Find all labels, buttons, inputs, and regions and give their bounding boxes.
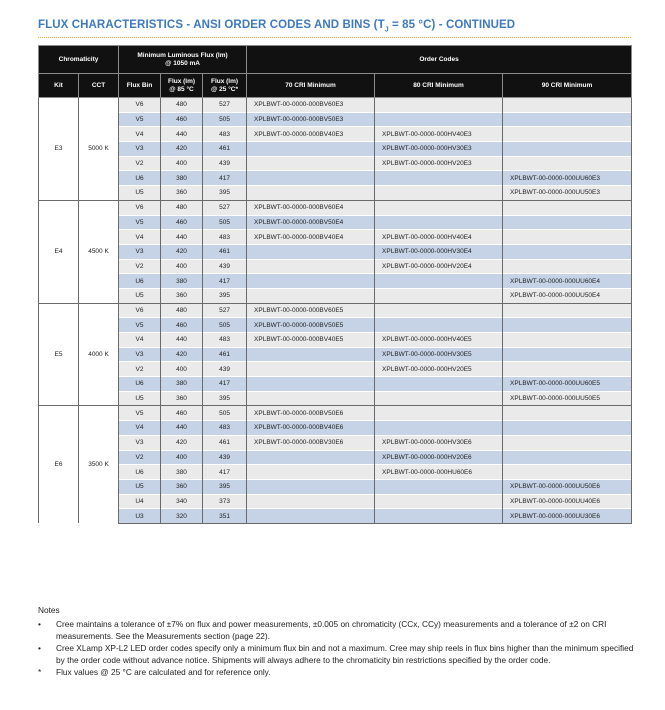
- flux-85-cell: 400: [161, 362, 203, 377]
- kit-group-e6: [39, 406, 632, 524]
- order-code-80cri: XPLBWT-00-0000-000HV30E5: [375, 347, 503, 362]
- flux-bin-cell: U6: [119, 377, 161, 392]
- flux-85-cell: 420: [161, 142, 203, 157]
- flux-bin-cell: V2: [119, 259, 161, 274]
- table-row: [39, 230, 632, 245]
- flux-25-cell: 417: [203, 171, 247, 186]
- flux-85-cell: 400: [161, 450, 203, 465]
- flux-25-cell: 527: [203, 98, 247, 113]
- order-code-90cri: [503, 435, 632, 450]
- cri70-header: 70 CRI Minimum: [247, 74, 375, 98]
- flux-85-cell: 340: [161, 494, 203, 509]
- page-title: FLUX CHARACTERISTICS - ANSI ORDER CODES AND BINS ($T_J = 85$ °C) - CONTINUED: [38, 19, 516, 34]
- flux-25-cell: 461: [203, 435, 247, 450]
- flux-85-cell: 460: [161, 406, 203, 421]
- cri90-header: 90 CRI Minimum: [503, 74, 632, 98]
- flux-bin-cell: U6: [119, 274, 161, 289]
- cri80-header: 80 CRI Minimum: [375, 74, 503, 98]
- table-row: [39, 112, 632, 127]
- flux-25-cell: 505: [203, 215, 247, 230]
- kit-group-e4: [39, 200, 632, 303]
- flux-85-cell: 380: [161, 171, 203, 186]
- note-marker: •: [38, 643, 41, 653]
- flux-85-cell: 480: [161, 303, 203, 318]
- table-row: [39, 200, 632, 215]
- order-code-90cri: [503, 333, 632, 348]
- flux-bin-cell: V3: [119, 435, 161, 450]
- cct-cell: 5000 K: [79, 98, 119, 201]
- flux-bin-cell: V4: [119, 230, 161, 245]
- table-row: [39, 406, 632, 421]
- note-text: Cree maintains a tolerance of ±7% on flux and power measurements, ±0.005 on chromaticity (CCx, CCy) measurements and a tolerance of ±2 on CRI measurements. See the Measurements section (page 22).: [56, 619, 607, 641]
- flux-25-cell: 417: [203, 377, 247, 392]
- order-code-80cri: [375, 421, 503, 436]
- order-code-70cri: XPLBWT-00-0000-000BV50E3: [247, 112, 375, 127]
- order-code-70cri: [247, 259, 375, 274]
- flux-25-cell: 395: [203, 186, 247, 201]
- order-code-80cri: [375, 303, 503, 318]
- cct-cell: 4000 K: [79, 303, 119, 406]
- order-code-70cri: XPLBWT-00-0000-000BV30E6: [247, 435, 375, 450]
- order-code-90cri: [503, 112, 632, 127]
- table-row: [39, 274, 632, 289]
- table-row: [39, 421, 632, 436]
- flux-85-cell: 420: [161, 347, 203, 362]
- flux-bin-cell: V5: [119, 406, 161, 421]
- order-code-70cri: [247, 244, 375, 259]
- flux-25-cell: 439: [203, 156, 247, 171]
- table-row: [39, 186, 632, 201]
- order-code-70cri: XPLBWT-00-0000-000BV60E4: [247, 200, 375, 215]
- table-row: [39, 215, 632, 230]
- order-code-80cri: [375, 377, 503, 392]
- flux-85-cell: 420: [161, 435, 203, 450]
- flux-25-cell: 395: [203, 288, 247, 303]
- flux-bin-cell: V2: [119, 156, 161, 171]
- order-code-70cri: XPLBWT-00-0000-000BV50E4: [247, 215, 375, 230]
- flux-25-cell: 483: [203, 333, 247, 348]
- flux-bin-cell: V5: [119, 112, 161, 127]
- order-code-70cri: [247, 377, 375, 392]
- flux-bin-cell: U5: [119, 391, 161, 406]
- order-code-80cri: XPLBWT-00-0000-000HV20E5: [375, 362, 503, 377]
- flux-bin-cell: V6: [119, 200, 161, 215]
- table-row: [39, 450, 632, 465]
- flux-bin-header: Flux Bin: [119, 74, 161, 98]
- order-code-80cri: XPLBWT-00-0000-000HV30E6: [375, 435, 503, 450]
- cct-header: CCT: [79, 74, 119, 98]
- kit-group-e5: [39, 303, 632, 406]
- flux-25-cell: 395: [203, 479, 247, 494]
- note-text: Flux values @ 25 °C are calculated and for reference only.: [56, 667, 271, 677]
- order-code-80cri: XPLBWT-00-0000-000HU60E6: [375, 465, 503, 480]
- flux-25-cell: 505: [203, 318, 247, 333]
- order-code-90cri: XPLBWT-00-0000-000UU50E3: [503, 186, 632, 201]
- order-code-90cri: [503, 406, 632, 421]
- flux-85-cell: 380: [161, 377, 203, 392]
- flux-bin-cell: V6: [119, 98, 161, 113]
- note-item: [38, 642, 636, 666]
- table-row: [39, 377, 632, 392]
- order-code-90cri: [503, 303, 632, 318]
- order-code-70cri: [247, 186, 375, 201]
- order-code-70cri: [247, 494, 375, 509]
- flux-bin-cell: V4: [119, 333, 161, 348]
- kit-header: Kit: [39, 74, 79, 98]
- flux-85-cell: 440: [161, 421, 203, 436]
- table-row: [39, 435, 632, 450]
- kit-cell: E5: [39, 303, 79, 406]
- flux-85-cell: 360: [161, 288, 203, 303]
- flux-85-cell: 360: [161, 391, 203, 406]
- table-row: [39, 479, 632, 494]
- table-row: [39, 156, 632, 171]
- note-marker: *: [38, 667, 42, 677]
- order-code-90cri: [503, 98, 632, 113]
- flux-25-cell: 439: [203, 450, 247, 465]
- flux-85-cell: 480: [161, 98, 203, 113]
- chromaticity-header: Chromaticity: [39, 46, 119, 74]
- table-row: [39, 259, 632, 274]
- order-code-70cri: XPLBWT-00-0000-000BV40E3: [247, 127, 375, 142]
- table-row: [39, 98, 632, 113]
- note-marker: •: [38, 619, 41, 629]
- flux-25-cell: 395: [203, 391, 247, 406]
- min-flux-header: Minimum Luminous Flux (lm) @ 1050 mA: [119, 46, 247, 74]
- flux-85-cell: 320: [161, 509, 203, 524]
- order-code-80cri: XPLBWT-00-0000-000HV20E3: [375, 156, 503, 171]
- order-code-80cri: XPLBWT-00-0000-000HV30E3: [375, 142, 503, 157]
- order-code-90cri: [503, 142, 632, 157]
- table-row: [39, 303, 632, 318]
- kit-cell: E6: [39, 406, 79, 524]
- flux-bin-cell: V2: [119, 450, 161, 465]
- flux-25-cell: 373: [203, 494, 247, 509]
- flux-bin-cell: U6: [119, 171, 161, 186]
- flux-85-cell: 460: [161, 215, 203, 230]
- flux-25-cell: 505: [203, 406, 247, 421]
- order-code-90cri: XPLBWT-00-0000-000UU40E6: [503, 494, 632, 509]
- flux-25-cell: 483: [203, 230, 247, 245]
- order-code-90cri: [503, 259, 632, 274]
- table-row: [39, 171, 632, 186]
- order-code-90cri: [503, 127, 632, 142]
- order-code-90cri: XPLBWT-00-0000-000UU60E5: [503, 377, 632, 392]
- order-code-70cri: [247, 465, 375, 480]
- flux-25-cell: 483: [203, 127, 247, 142]
- table-row: [39, 494, 632, 509]
- kit-group-e3: [39, 98, 632, 201]
- flux-85-cell: 380: [161, 465, 203, 480]
- order-code-80cri: [375, 186, 503, 201]
- notes-title: Notes: [38, 605, 60, 615]
- kit-cell: E3: [39, 98, 79, 201]
- order-code-80cri: [375, 112, 503, 127]
- order-code-80cri: [375, 391, 503, 406]
- cct-cell: 3500 K: [79, 406, 119, 524]
- order-code-80cri: [375, 509, 503, 524]
- table-row: [39, 142, 632, 157]
- note-text: Cree XLamp XP-L2 LED order codes specify only a minimum flux bin and not a maximum. Cree may ship reels in flux bins higher than the minimum specified by the order code without advance notice. Shipments will always adhere to the chromaticity bin restrictions specified by the order code.: [56, 643, 634, 665]
- order-code-80cri: XPLBWT-00-0000-000HV40E5: [375, 333, 503, 348]
- flux-85-cell: 420: [161, 244, 203, 259]
- order-code-90cri: [503, 156, 632, 171]
- flux-25-cell: 461: [203, 244, 247, 259]
- order-code-80cri: [375, 98, 503, 113]
- flux-85-cell: 460: [161, 318, 203, 333]
- flux-25-cell: 461: [203, 142, 247, 157]
- order-code-90cri: [503, 230, 632, 245]
- order-code-90cri: [503, 200, 632, 215]
- flux-bin-cell: V4: [119, 127, 161, 142]
- kit-cell: E4: [39, 200, 79, 303]
- flux-bin-cell: U3: [119, 509, 161, 524]
- order-code-80cri: [375, 318, 503, 333]
- flux-25-cell: 527: [203, 303, 247, 318]
- flux-85-cell: 440: [161, 333, 203, 348]
- table-row: [39, 288, 632, 303]
- flux-bin-cell: U4: [119, 494, 161, 509]
- notes-list: [38, 618, 636, 678]
- order-code-70cri: [247, 362, 375, 377]
- order-code-80cri: [375, 479, 503, 494]
- table-row: [39, 347, 632, 362]
- flux-25-cell: 417: [203, 274, 247, 289]
- flux-table: [38, 45, 632, 524]
- order-code-90cri: [503, 347, 632, 362]
- flux-85-cell: 440: [161, 127, 203, 142]
- flux-bin-cell: U6: [119, 465, 161, 480]
- flux-bin-cell: V2: [119, 362, 161, 377]
- order-code-80cri: XPLBWT-00-0000-000HV30E4: [375, 244, 503, 259]
- order-code-80cri: [375, 274, 503, 289]
- order-code-70cri: XPLBWT-00-0000-000BV60E5: [247, 303, 375, 318]
- flux-85-cell: 460: [161, 112, 203, 127]
- flux-bin-cell: V6: [119, 303, 161, 318]
- flux-85-cell: 360: [161, 186, 203, 201]
- flux-85-cell: 400: [161, 156, 203, 171]
- order-code-90cri: [503, 465, 632, 480]
- order-code-80cri: [375, 494, 503, 509]
- cct-cell: 4500 K: [79, 200, 119, 303]
- flux-25-cell: 483: [203, 421, 247, 436]
- order-code-80cri: [375, 215, 503, 230]
- flux-bin-cell: V3: [119, 244, 161, 259]
- order-code-90cri: XPLBWT-00-0000-000UU30E6: [503, 509, 632, 524]
- order-code-70cri: [247, 479, 375, 494]
- order-code-80cri: [375, 200, 503, 215]
- order-code-80cri: XPLBWT-00-0000-000HV40E4: [375, 230, 503, 245]
- table-row: [39, 362, 632, 377]
- flux-25-cell: 439: [203, 362, 247, 377]
- order-code-80cri: XPLBWT-00-0000-000HV40E3: [375, 127, 503, 142]
- flux-bin-cell: U5: [119, 186, 161, 201]
- flux-bin-cell: V3: [119, 347, 161, 362]
- flux-bin-cell: V4: [119, 421, 161, 436]
- order-code-70cri: XPLBWT-00-0000-000BV60E3: [247, 98, 375, 113]
- order-code-90cri: [503, 450, 632, 465]
- order-code-70cri: [247, 347, 375, 362]
- order-code-70cri: [247, 156, 375, 171]
- table-row: [39, 318, 632, 333]
- order-code-70cri: [247, 288, 375, 303]
- flux-bin-cell: U5: [119, 288, 161, 303]
- title-divider: [38, 37, 631, 38]
- notes-section: [38, 604, 636, 678]
- order-code-80cri: [375, 288, 503, 303]
- order-code-70cri: XPLBWT-00-0000-000BV40E4: [247, 230, 375, 245]
- flux-85-cell: 480: [161, 200, 203, 215]
- table-row: [39, 244, 632, 259]
- order-code-90cri: [503, 215, 632, 230]
- order-code-90cri: [503, 244, 632, 259]
- order-code-70cri: [247, 171, 375, 186]
- note-item: [38, 666, 636, 678]
- flux-85-cell: 400: [161, 259, 203, 274]
- order-code-70cri: XPLBWT-00-0000-000BV50E5: [247, 318, 375, 333]
- order-code-90cri: [503, 421, 632, 436]
- flux-85-cell: 380: [161, 274, 203, 289]
- flux-25-cell: 351: [203, 509, 247, 524]
- flux-bin-cell: V3: [119, 142, 161, 157]
- order-code-70cri: [247, 391, 375, 406]
- order-code-70cri: XPLBWT-00-0000-000BV50E6: [247, 406, 375, 421]
- order-code-80cri: [375, 171, 503, 186]
- order-code-70cri: [247, 142, 375, 157]
- flux-85-cell: 440: [161, 230, 203, 245]
- flux-bin-cell: V5: [119, 318, 161, 333]
- order-code-70cri: [247, 509, 375, 524]
- table-row: [39, 333, 632, 348]
- flux-85-header: Flux (lm) @ 85 °C: [161, 74, 203, 98]
- note-item: [38, 618, 636, 642]
- order-code-90cri: XPLBWT-00-0000-000UU60E4: [503, 274, 632, 289]
- flux-25-cell: 527: [203, 200, 247, 215]
- order-code-90cri: XPLBWT-00-0000-000UU60E3: [503, 171, 632, 186]
- order-code-80cri: XPLBWT-00-0000-000HV20E4: [375, 259, 503, 274]
- order-codes-header: Order Codes: [247, 46, 632, 74]
- order-code-70cri: XPLBWT-00-0000-000BV40E5: [247, 333, 375, 348]
- order-code-90cri: XPLBWT-00-0000-000UU50E6: [503, 479, 632, 494]
- order-code-80cri: XPLBWT-00-0000-000HV20E6: [375, 450, 503, 465]
- order-code-70cri: [247, 274, 375, 289]
- order-code-70cri: [247, 450, 375, 465]
- order-code-90cri: XPLBWT-00-0000-000UU50E4: [503, 288, 632, 303]
- order-code-90cri: XPLBWT-00-0000-000UU50E5: [503, 391, 632, 406]
- flux-bin-cell: U5: [119, 479, 161, 494]
- order-code-80cri: [375, 406, 503, 421]
- flux-25-cell: 417: [203, 465, 247, 480]
- order-code-90cri: [503, 362, 632, 377]
- table-row: [39, 127, 632, 142]
- flux-bin-cell: V5: [119, 215, 161, 230]
- flux-25-cell: 505: [203, 112, 247, 127]
- flux-25-cell: 461: [203, 347, 247, 362]
- flux-25-cell: 439: [203, 259, 247, 274]
- table-row: [39, 391, 632, 406]
- table-row: [39, 465, 632, 480]
- order-code-90cri: [503, 318, 632, 333]
- flux-25-header: Flux (lm) @ 25 °C*: [203, 74, 247, 98]
- flux-85-cell: 360: [161, 479, 203, 494]
- order-code-70cri: XPLBWT-00-0000-000BV40E6: [247, 421, 375, 436]
- table-row: [39, 509, 632, 524]
